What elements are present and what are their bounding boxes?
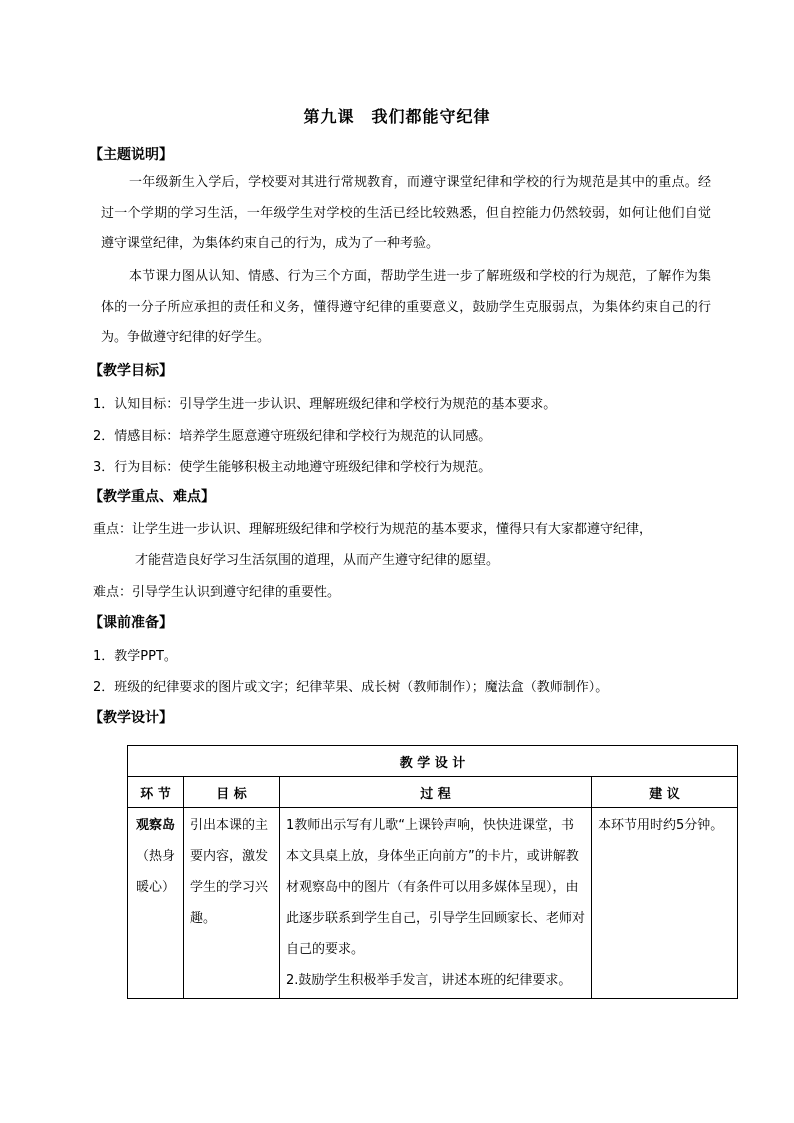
preparation-item-2: 2．班级的纪律要求的图片或文字；纪律苹果、成长树（教师制作）；魔法盒（教师制作）。 — [93, 680, 609, 695]
process-step-2: 2.鼓励学生积极举手发言，讲述本班的纪律要求。 — [286, 973, 572, 988]
design-heading: 【教学设计】 — [89, 710, 173, 726]
table-caption: 教 学 设 计 — [128, 746, 738, 777]
difficulty-line: 难点：引导学生认识到遵守纪律的重要性。 — [93, 585, 341, 600]
stage-name: 观察岛 — [135, 818, 175, 833]
preparation-heading: 【课前准备】 — [89, 615, 173, 631]
goal-item-3: 3．行为目标：使学生能够积极主动地遵守班级纪律和学校行为规范。 — [93, 460, 492, 475]
stage-sub: （热身暖心） — [135, 849, 175, 895]
theme-paragraph-1: 一年级新生入学后，学校要对其进行常规教育，而遵守课堂纪律和学校的行为规范是其中的重点。经过一个学期的学习生活，一年级学生对学校的生活已经比较熟悉，但自控能力仍然较弱，如何让他们自觉遵守课堂纪律，为集体约束自己的行为，成为了一种考验。 — [101, 175, 711, 251]
process-cell — [280, 808, 592, 999]
lesson-title: 第九课 我们都能守纪律 — [303, 107, 491, 126]
goal-item-2: 2．情感目标：培养学生愿意遵守班级纪律和学校行为规范的认同感。 — [93, 429, 492, 444]
design-table — [127, 745, 738, 999]
table-row — [128, 808, 738, 999]
key-points-heading: 【教学重点、难点】 — [89, 489, 215, 505]
header-goal: 目 标 — [184, 777, 280, 808]
goal-cell: 引出本课的主要内容，激发学生的学习兴趣。 — [184, 808, 280, 999]
advice-cell: 本环节用时约5分钟。 — [592, 808, 738, 999]
theme-paragraph-2: 本节课力图从认知、情感、行为三个方面，帮助学生进一步了解班级和学校的行为规范，了解作为集体的一分子所应承担的责任和义务，懂得遵守纪律的重要意义，鼓励学生克服弱点，为集体约束自己的行为。争做遵守纪律的好学生。 — [101, 269, 711, 345]
stage-cell — [128, 808, 184, 999]
preparation-item-1: 1．教学PPT。 — [93, 649, 177, 664]
header-advice: 建 议 — [592, 777, 738, 808]
goals-heading: 【教学目标】 — [89, 363, 173, 379]
header-process: 过 程 — [280, 777, 592, 808]
header-stage: 环 节 — [128, 777, 184, 808]
goal-item-1: 1．认知目标：引导学生进一步认识、理解班级纪律和学校行为规范的基本要求。 — [93, 397, 557, 412]
process-step-1: 1教师出示写有儿歌“上课铃声响，快快进课堂，书本文具桌上放，身体坐正向前方”的卡片，或讲解教材观察岛中的图片（有条件可以用多媒体呈现），由此逐步联系到学生自己，引导学生回顾家长、老师对自己的要求。 — [286, 818, 586, 957]
key-point-line-2: 才能营造良好学习生活氛围的道理，从而产生遵守纪律的愿望。 — [135, 553, 500, 568]
key-point-line-1: 重点：让学生进一步认识、理解班级纪律和学校行为规范的基本要求，懂得只有大家都遵守纪律， — [93, 522, 653, 537]
theme-heading: 【主题说明】 — [89, 147, 173, 163]
